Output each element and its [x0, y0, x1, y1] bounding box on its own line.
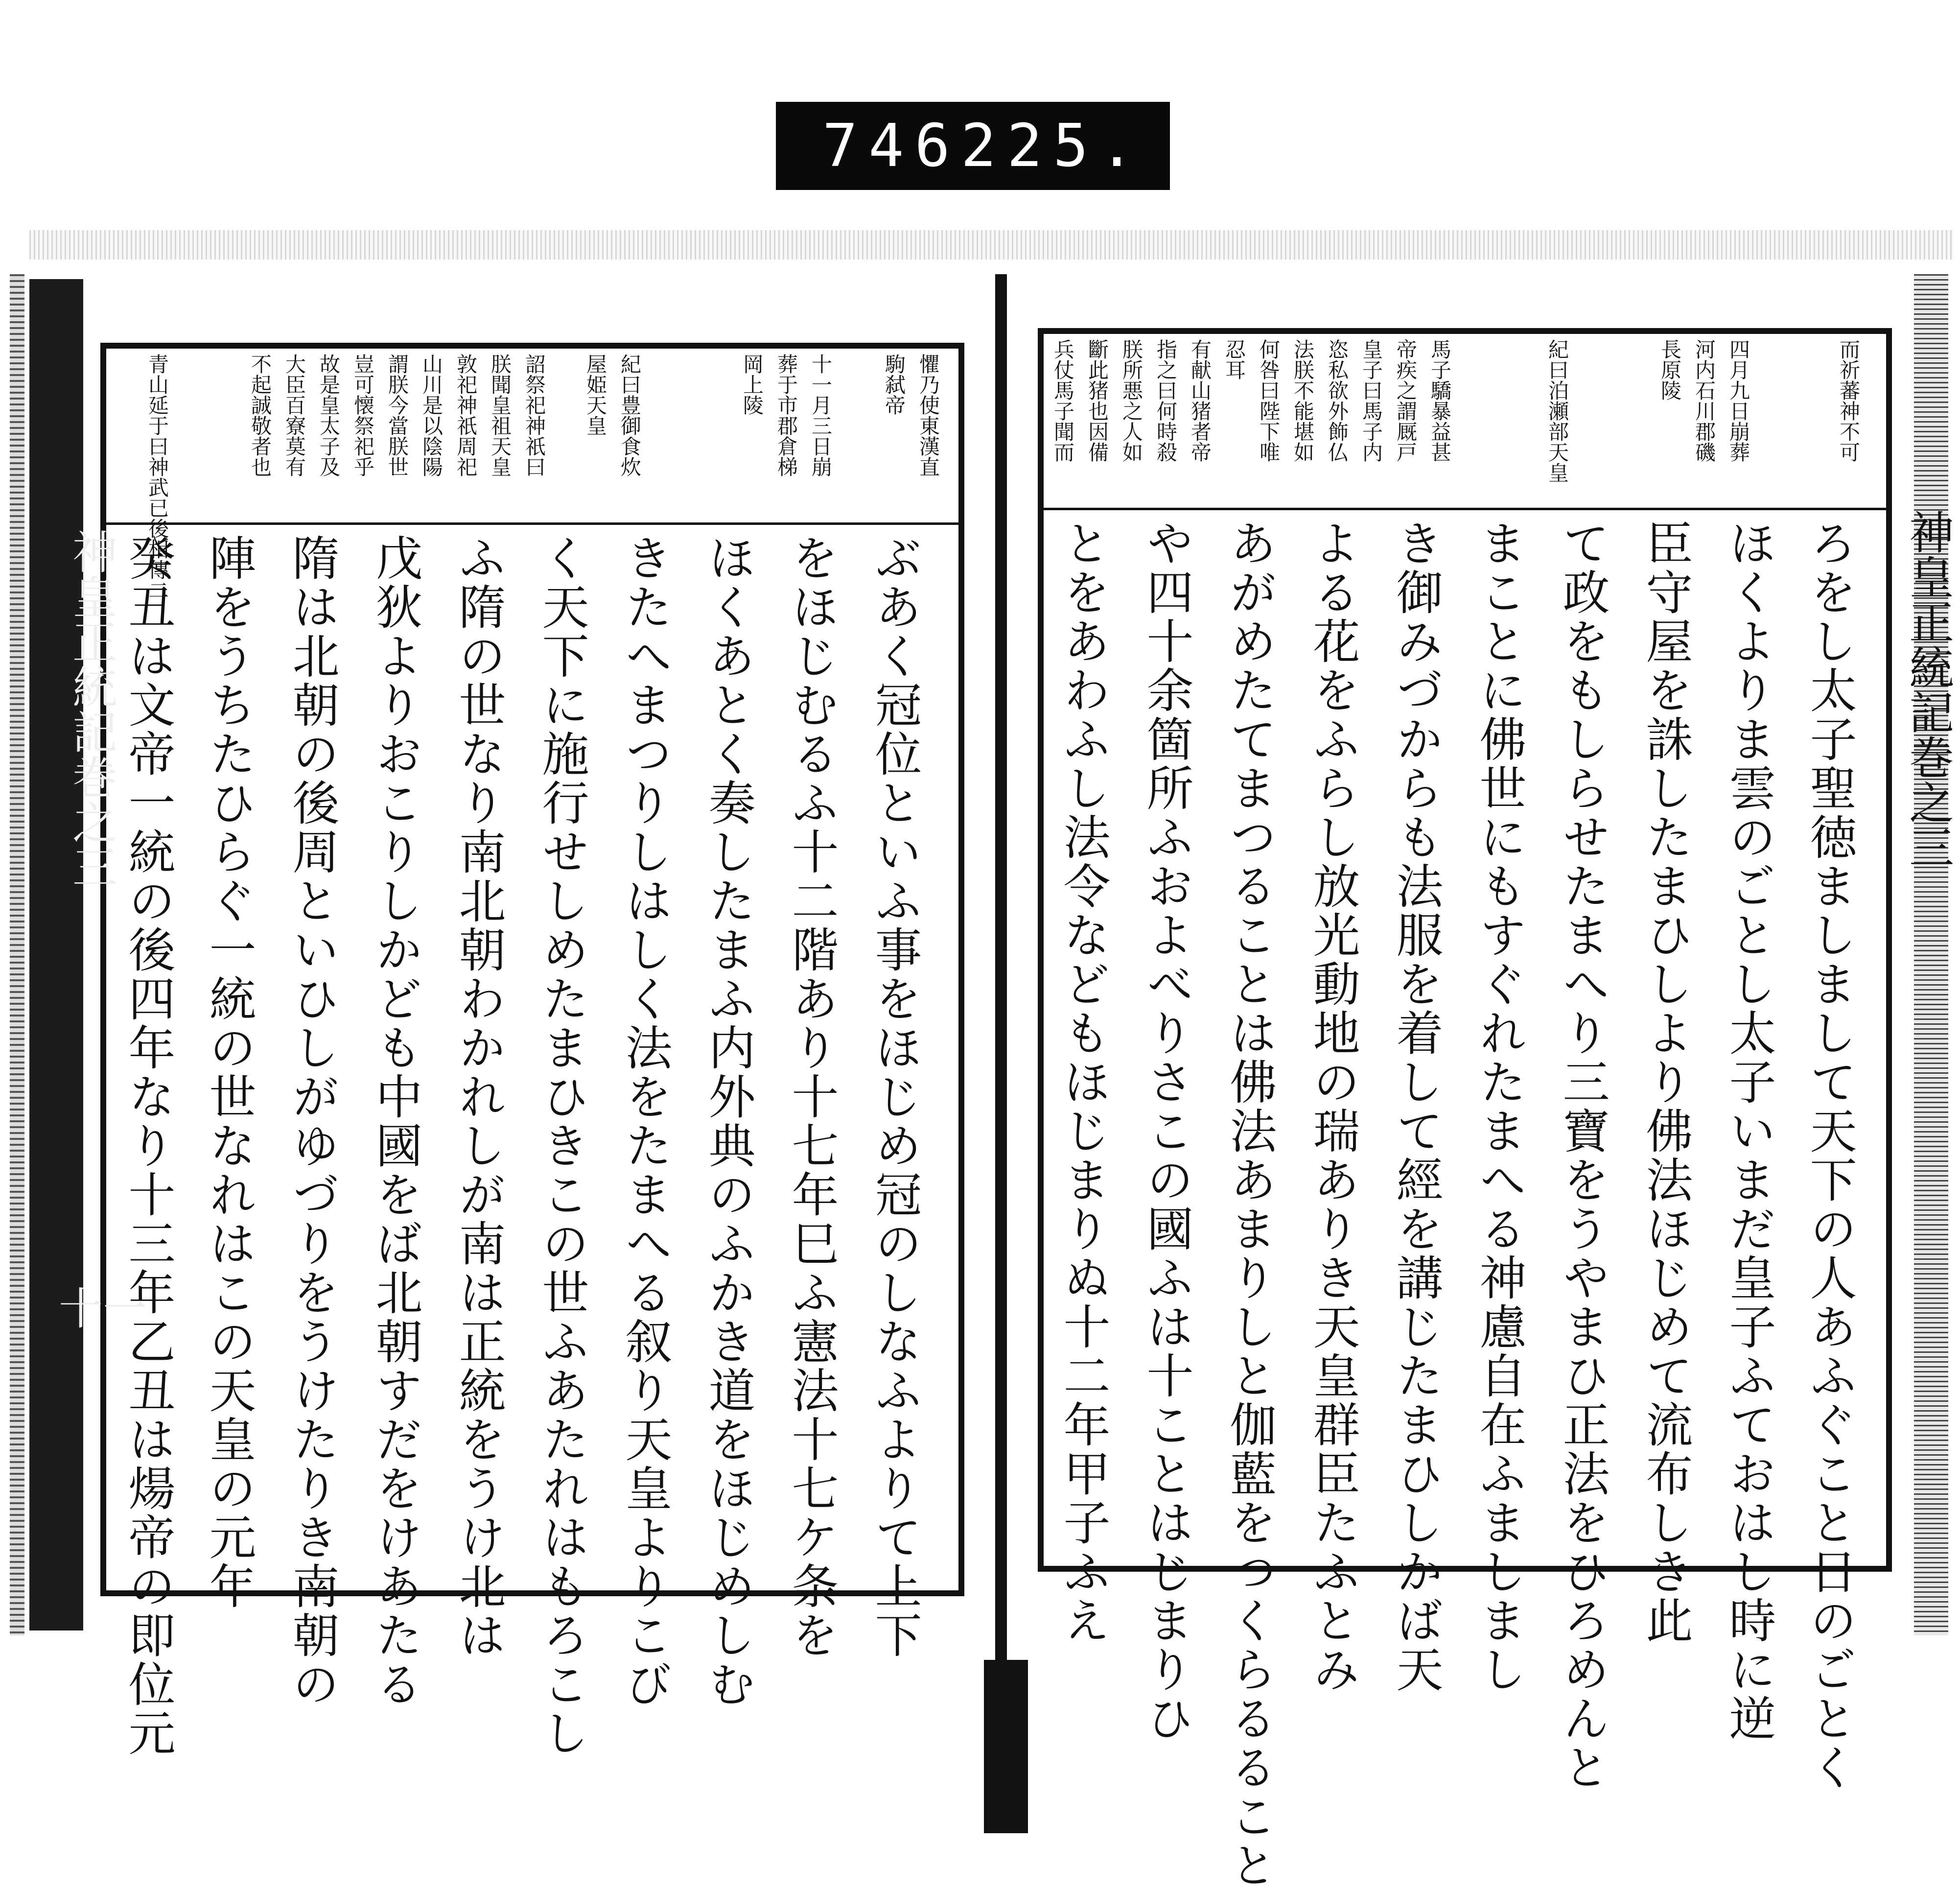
left-main-column: く天下に施行せしめたまひきこの世ふあたれはもろこし: [535, 534, 589, 1758]
right-main-column: あがめたてまつることは佛法あまりしと伽藍をつくらるること: [1222, 519, 1277, 1890]
right-note-column: 恣私欲外飾仏: [1325, 339, 1349, 462]
right-note-column: 馬子驕暴益甚: [1428, 339, 1452, 462]
left-note-column: 十一月三日崩: [809, 354, 833, 477]
left-main-column: 隋は北朝の後周といひしがゆづりをうけたりき南朝の: [285, 534, 340, 1709]
right-main-column: き御みづからも法服を着して經を講じたまひしかば天: [1389, 519, 1444, 1694]
scan-top-edge: [29, 230, 1953, 260]
left-main-column: 陣をうちたひらぐ一統の世なれはこの天皇の元年: [202, 534, 257, 1611]
left-note-column: 葬于市郡倉梯: [774, 354, 798, 477]
right-note-column: 皇子曰馬子内: [1359, 339, 1383, 462]
right-running-title: 神皇正統記巻之三: [1902, 509, 1954, 870]
right-main-column: ほくよりま雲のごとし太子いまだ皇子ふておはし時に逆: [1722, 519, 1776, 1743]
right-note-column: 指之曰何時殺: [1154, 339, 1178, 462]
left-note-column: 詔祭祀神祇曰: [522, 354, 546, 477]
left-main-column: 癸丑は文帝一統の後四年なり十三年乙丑は煬帝の即位元: [121, 534, 176, 1758]
right-main-column: まことに佛世にもすぐれたまへる神慮自在ふましまし: [1472, 519, 1527, 1694]
right-note-column: 有献山猪者帝: [1188, 339, 1212, 462]
right-main-column: 臣守屋を誅したまひしより佛法ほじめて流布しき此: [1638, 519, 1693, 1645]
right-note-column: 長原陵: [1658, 339, 1682, 401]
left-running-title: 神皇正統記巻之三: [65, 529, 117, 889]
right-note-column: 何咎曰陛下唯: [1257, 339, 1281, 462]
scan-label-right-number: 225.: [960, 112, 1145, 180]
right-note-column: 朕所悪之人如: [1120, 339, 1143, 462]
right-main-column: や四十余箇所ふおよべりさこの國ふは十ことはじまりひ: [1139, 519, 1194, 1743]
left-note-column: 敦祀神祇周祀: [454, 354, 478, 477]
right-note-column: 四月九日崩葬: [1727, 339, 1750, 462]
left-note-column: 駒弑帝: [882, 354, 906, 415]
left-note-column: 岡上陵: [740, 354, 764, 415]
left-note-column: 山川是以陰陽: [420, 354, 443, 477]
left-main-column: をほじむるふ十二階あり十七年巳ふ憲法十七ケ条を: [784, 534, 839, 1660]
right-main-column: ろをし太子聖徳ましまして天下の人あふぐこと日のごとく: [1802, 519, 1857, 1792]
book-edge-right: [1914, 274, 1948, 1635]
book-spine: [995, 274, 1007, 1833]
left-main-column: ほくあとく奏したまふ内外典のふかき道をほじめしむ: [701, 534, 756, 1709]
right-note-column: 而祈蕃神不可: [1837, 339, 1861, 462]
left-note-column: 屋姫天皇: [583, 354, 607, 436]
left-page-number: 十一: [59, 1283, 147, 1335]
left-main-column: ふ隋の世なり南北朝わかれしが南は正統をうけ北は: [451, 534, 506, 1660]
scan-label: [776, 102, 1170, 190]
scan-label-left-number: 746: [822, 112, 961, 180]
left-note-column: 紀曰豊御食炊: [618, 354, 642, 477]
right-main-column: よる花をふらし放光動地の瑞ありき天皇群臣たふとみ: [1306, 519, 1360, 1694]
left-note-column: 懼乃使東漢直: [916, 354, 940, 477]
left-note-column: 謂朕今當朕世: [385, 354, 409, 477]
left-note-column: 大臣百寮莫有: [282, 354, 306, 477]
right-note-column: 河内石川郡磯: [1692, 339, 1716, 462]
left-main-column: きたへまつりしはしく法をたまへる叙り天皇よりこび: [618, 534, 673, 1709]
right-note-column: 斷此猪也因備: [1085, 339, 1109, 462]
left-note-column: 朕聞皇祖天皇: [488, 354, 512, 477]
book-spine-foot: [984, 1660, 1028, 1833]
left-note-column: 青山延于曰神武已後相傳二: [145, 354, 169, 600]
left-note-column: 豈可懐祭祀乎: [351, 354, 375, 477]
right-note-column: 兵仗馬子聞而: [1051, 339, 1075, 462]
right-note-column: 忍耳: [1222, 339, 1246, 380]
right-main-column: て政をもしらせたまへり三寶をうやまひ正法をひろめんと: [1555, 519, 1610, 1792]
left-note-column: 故是皇太子及: [317, 354, 341, 477]
left-main-column: ぶあく冠位といふ事をほじめ冠のしなふよりて上下: [867, 534, 922, 1660]
book-edge-left: [10, 274, 24, 1635]
left-note-column: 不起誠敬者也: [248, 354, 272, 477]
right-main-column: とをあわふし法令などもほじまりぬ十二年甲子ふえ: [1056, 519, 1111, 1645]
right-note-column: 帝疾之謂厩戸: [1394, 339, 1418, 462]
right-note-column: 紀曰泊瀬部天皇: [1545, 339, 1569, 483]
right-note-column: 法朕不能堪如: [1291, 339, 1315, 462]
left-main-column: 戊狄よりおこりしかども中國をば北朝すだをけあたる: [368, 534, 423, 1709]
